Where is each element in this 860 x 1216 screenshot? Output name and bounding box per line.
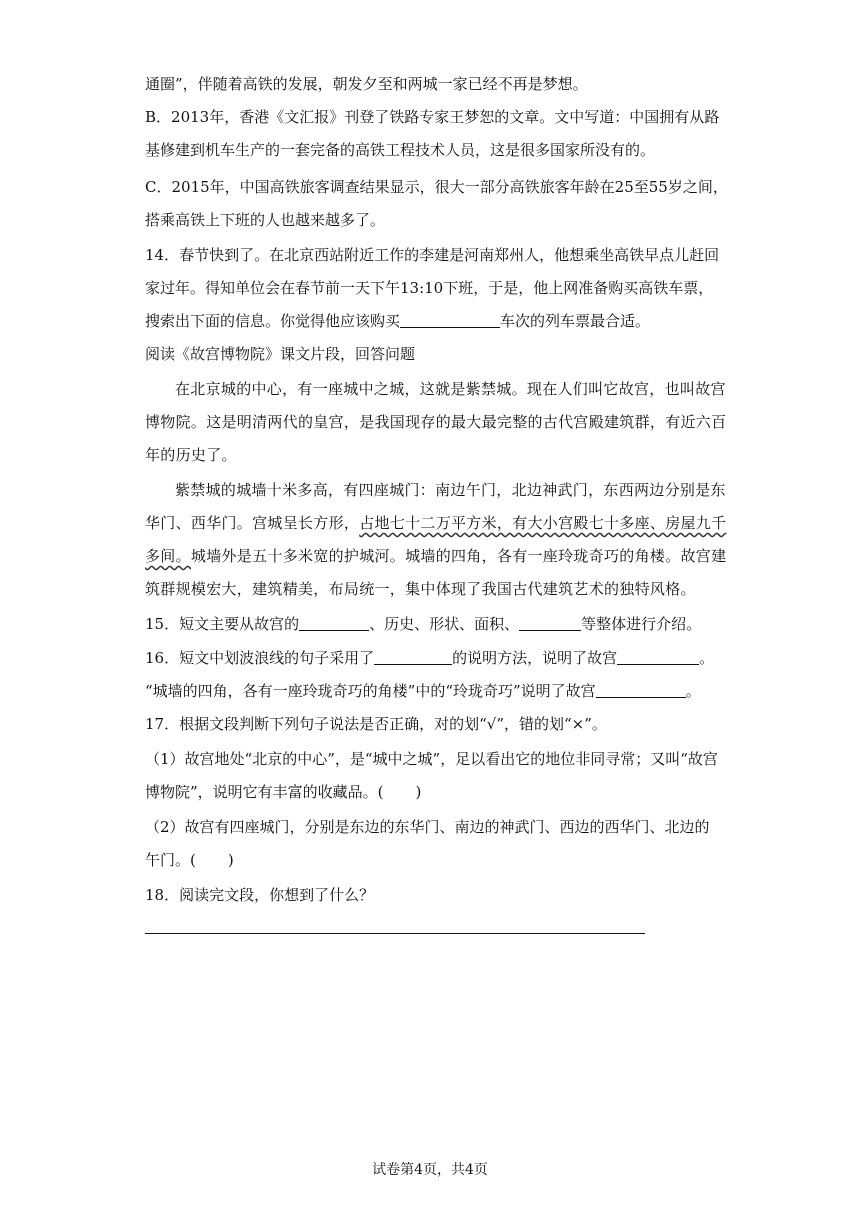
question-17-2-line-2 [145,850,234,870]
text-segment: 城墙外是五十多米宽的护城河。城墙的四角，各有一座玲珑奇巧的角楼。故宫建 [190,547,727,565]
answer-blank[interactable] [400,311,500,328]
passage-line: 在北京城的中心，有一座城中之城，这就是紫禁城。现在人们叫它故宫，也叫故宫 [175,380,726,398]
text-segment: 的说明方法，说明了故宫 [452,649,618,667]
wavy-underlined-sentence: 多间。 [145,547,191,565]
text-segment: 搜索出下面的信息。你觉得他应该购买 [145,312,401,330]
question-15 [145,614,701,634]
passage-line: 年的历史了。 [145,446,237,464]
option-c-line: C．2015年，中国高铁旅客调查结果显示，很大一部分高铁旅客年龄在25至55岁之间， [145,178,728,196]
question-17-1: （1）故宫地处“北京的中心”，是“城中之城”，足以看出它的地位非同寻常；又叫“故宫 [145,750,718,768]
wavy-underlined-sentence: 占地七十二万平方米，有大小宫殿七十多座、房屋九千 [359,514,727,532]
answer-line[interactable] [145,933,645,934]
page-footer: 试卷第4页，共4页 [372,1162,488,1178]
answer-blank[interactable] [374,648,452,665]
answer-blank[interactable] [596,681,686,698]
text-line: 通圈”，伴随着高铁的发展，朝发夕至和两城一家已经不再是梦想。 [145,75,588,93]
text-line: 家过年。得知单位会在春节前一天下午13:10下班，于是，他上网准备购买高铁车票， [145,279,714,297]
passage-line [145,513,726,533]
text-segment: 等整体进行介绍。 [581,615,702,633]
text-line: 搭乘高铁上下班的人也越来越多了。 [145,211,386,229]
question-17-2: （2）故宫有四座城门，分别是东边的东华门、南边的神武门、西边的西华门、北边的 [145,818,710,836]
text-segment: 。 [685,682,701,700]
text-segment: 。 [699,649,715,667]
text-segment: 华门、西华门。宫城呈长方形， [145,514,360,532]
passage-line: 博物院。这是明清两代的皇宫，是我国现存的最大最完整的古代宫殿建筑群，有近六百 [145,413,727,431]
question-14-last-line [145,311,650,331]
answer-blank[interactable] [519,614,581,631]
passage-line: 紫禁城的城墙十米多高，有四座城门：南边午门，北边神武门，东西两边分别是东 [175,481,726,499]
question-17-1-line-2 [145,782,421,802]
text-segment: ) [415,783,422,801]
text-segment: 、历史、形状、面积、 [369,615,520,633]
text-segment: “城墙的四角，各有一座玲珑奇巧的角楼”中的“玲珑奇巧”说明了故宫 [145,682,596,700]
answer-blank[interactable] [617,648,699,665]
question-17: 17．根据文段判断下列句子说法是否正确，对的划“√”，错的划“×”。 [145,715,607,733]
passage-line [145,546,726,566]
question-16 [145,648,714,668]
text-segment: ) [227,851,234,869]
question-18: 18．阅读完文段，你想到了什么？ [145,886,375,904]
text-segment: 车次的列车票最合适。 [500,312,651,330]
text-segment: 15．短文主要从故宫的 [145,615,300,633]
question-14-line: 14．春节快到了。在北京西站附近工作的李建是河南郑州人，他想乘坐高铁早点儿赶回 [145,246,720,264]
text-line: 基修建到机车生产的一套完备的高铁工程技术人员，这是很多国家所没有的。 [145,141,656,159]
passage-line: 筑群规模宏大，建筑精美，布局统一，集中体现了我国古代建筑艺术的独特风格。 [145,580,696,598]
text-segment: 16．短文中划波浪线的句子采用了 [145,649,375,667]
reading-instruction: 阅读《故宫博物院》课文片段，回答问题 [145,345,416,363]
answer-blank[interactable] [299,614,369,631]
option-b-line: B．2013年，香港《文汇报》刊登了铁路专家王梦恕的文章。文中写道：中国拥有从路 [145,108,720,126]
text-segment: 博物院”，说明它有丰富的收藏品。( [145,783,384,801]
question-16-line-2 [145,681,701,701]
text-segment: 午门。( [145,851,196,869]
